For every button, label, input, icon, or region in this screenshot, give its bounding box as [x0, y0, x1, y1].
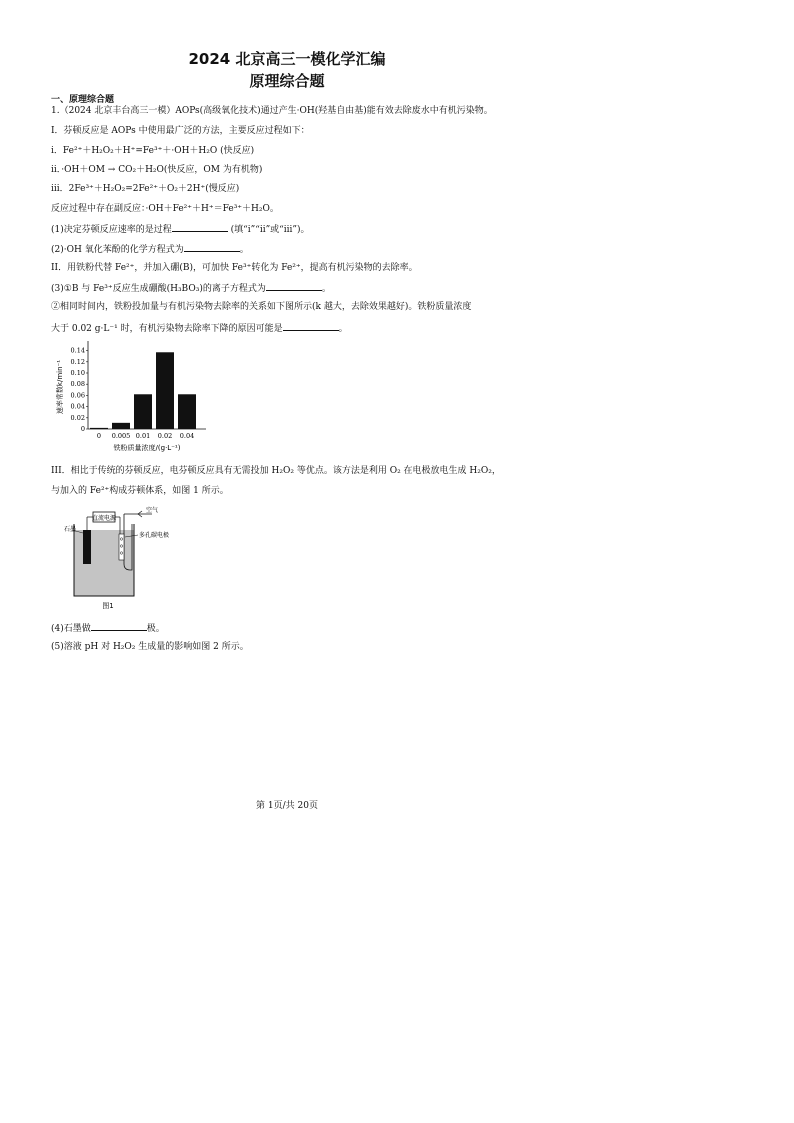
sub-question-2-tail: 。 [239, 245, 249, 255]
answer-blank-2[interactable] [184, 243, 240, 252]
bar [156, 352, 174, 429]
bar [112, 423, 130, 429]
porous-carbon-label: 多孔碳电极 [139, 532, 170, 539]
x-tick-label: 0.04 [179, 432, 195, 440]
y-axis-label: 速率常数k/min⁻¹ [56, 359, 64, 415]
x-tick-label: 0.005 [111, 432, 131, 440]
part-two-heading: II．用铁粉代替 Fe²⁺，并加入硼(B)，可加快 Fe³⁺转化为 Fe²⁺，提高有机污染物的去除率。 [51, 263, 418, 273]
answer-blank-1[interactable] [172, 223, 228, 232]
sub-question-2-text: (2)·OH 氧化苯酚的化学方程式为 [51, 245, 184, 255]
answer-blank-5[interactable] [91, 622, 147, 631]
page-title: 2024 北京高三一模化学汇编 [188, 50, 386, 68]
y-tick-label: 0.10 [70, 369, 85, 377]
reaction-ii: ii．·OH＋OM → CO₂＋H₂O(快反应，OM 为有机物) [51, 165, 263, 175]
sub-question-3-text: (3)①B 与 Fe³⁺反应生成硼酸(H₃BO₃)的离子方程式为 [51, 284, 266, 294]
side-reaction: 反应过程中存在副反应：·OH＋Fe²⁺＋H⁺＝Fe³⁺＋H₂O。 [51, 204, 279, 214]
figure-1-caption: 图1 [102, 602, 114, 610]
sub-question-4 [51, 622, 165, 635]
bar [178, 394, 196, 429]
y-tick-label: 0.12 [70, 357, 85, 366]
y-tick-label: 0.06 [70, 391, 85, 400]
sub-question-3-part2: ②相同时间内，铁粉投加量与有机污染物去除率的关系如下图所示(k 越大，去除效果越好)。铁粉质量浓度 [51, 302, 472, 312]
graphite-electrode [83, 530, 91, 564]
question-intro: 1.（2024 北京丰台高三一模）AOPs(高级氧化技术)通过产生·OH(羟基自由基)能有效去除废水中有机污染物。 [51, 106, 493, 116]
sub-question-3-part2-cont [51, 322, 348, 335]
x-tick-label: 0.02 [157, 432, 173, 440]
sub-question-2 [51, 243, 249, 256]
sub-question-3-tail: 。 [321, 284, 331, 294]
sub-question-4-text: (4)石墨做 [51, 624, 91, 634]
answer-blank-3[interactable] [266, 282, 322, 291]
part-one-heading: I．芬顿反应是 AOPs 中使用最广泛的方法，主要反应过程如下： [51, 126, 310, 136]
x-tick-label: 0 [96, 432, 102, 440]
sub-question-5: (5)溶液 pH 对 H₂O₂ 生成量的影响如图 2 所示。 [51, 642, 249, 652]
sub-question-1 [51, 223, 310, 236]
reaction-iii: iii．2Fe³⁺＋H₂O₂=2Fe²⁺＋O₂＋2H⁺(慢反应) [51, 184, 240, 194]
x-tick-label: 0.01 [135, 432, 151, 440]
y-tick-label: 0 [80, 425, 85, 433]
y-tick-label: 0.08 [70, 380, 85, 389]
reaction-i: i．Fe²⁺＋H₂O₂＋H⁺=Fe³⁺＋·OH＋H₂O (快反应) [51, 146, 255, 156]
bar [134, 394, 152, 429]
part-three-heading: III．相比于传统的芬顿反应，电芬顿反应具有无需投加 H₂O₂ 等优点。该方法是利用 O₂ 在电极放电生成 H₂O₂， [51, 466, 501, 476]
y-tick-label: 0.04 [70, 402, 85, 411]
sub-question-3-part2-tail: 。 [338, 324, 348, 334]
sub-question-3-part2-text: 大于 0.02 g·L⁻¹ 时，有机污染物去除率下降的原因可能是 [51, 324, 283, 334]
air-label: 空气 [146, 507, 159, 514]
y-tick-label: 0.02 [70, 413, 85, 422]
rate-constant-bar-chart [52, 338, 222, 458]
x-axis-label: 铁粉质量浓度/(g·L⁻¹) [113, 444, 181, 452]
graphite-label: 石墨 [64, 526, 77, 533]
part-three-heading-cont: 与加入的 Fe²⁺构成芬顿体系，如图 1 所示。 [51, 486, 229, 496]
dc-power-label: 直流电源 [91, 515, 117, 522]
page-subtitle: 原理综合题 [249, 72, 325, 90]
page-footer: 第 1页/共 20页 [256, 801, 318, 811]
sub-question-1-text: (1)决定芬顿反应速率的是过程 [51, 225, 172, 235]
sub-question-1-tail: (填“i”“ii”或“iii”)。 [230, 225, 310, 235]
electro-fenton-cell-diagram [64, 506, 184, 611]
sub-question-3 [51, 282, 331, 295]
bar [90, 428, 108, 429]
answer-blank-4[interactable] [283, 322, 339, 331]
section-heading: 一、原理综合题 [51, 95, 115, 105]
sub-question-4-tail: 极。 [146, 624, 165, 634]
y-tick-label: 0.14 [70, 346, 85, 355]
